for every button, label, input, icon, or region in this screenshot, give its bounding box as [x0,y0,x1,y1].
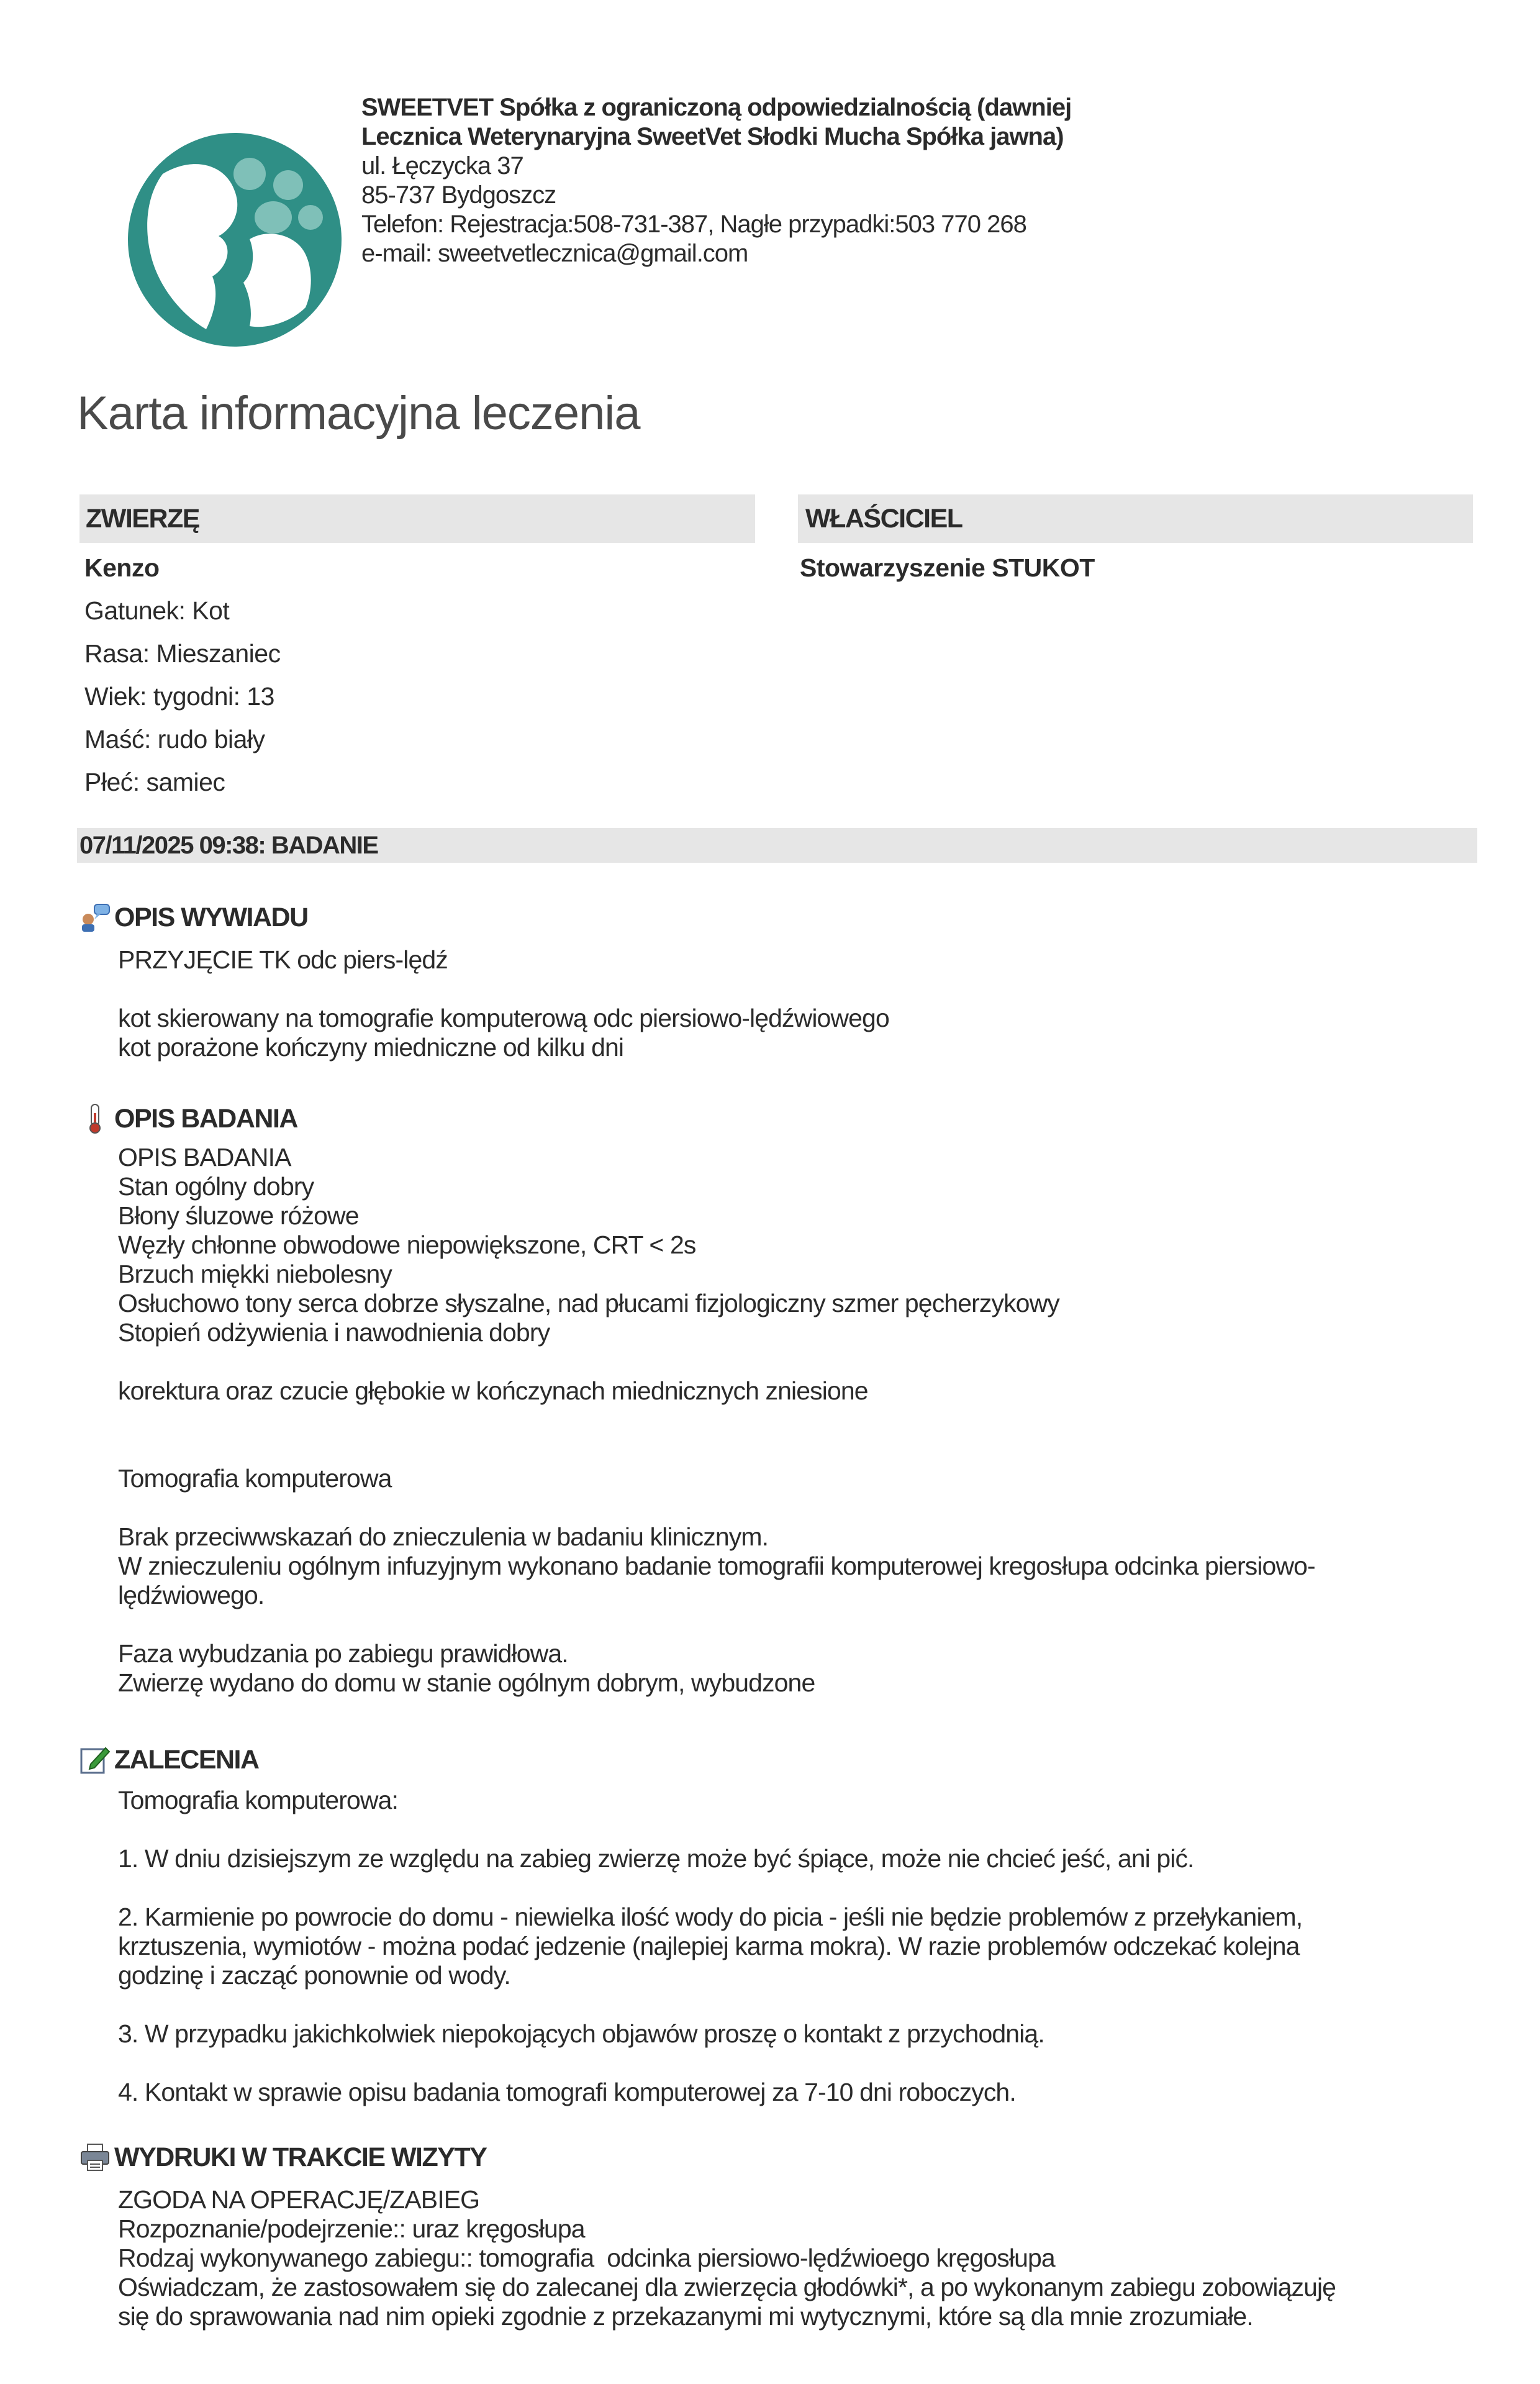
text-line: Zwierzę wydano do domu w stanie ogólnym dobrym, wybudzone [118,1668,815,1697]
blank-line [118,1493,1315,1522]
logo-paw-pad [255,201,292,234]
owner-name: Stowarzyszenie STUKOT [800,553,1095,582]
interview-title: OPIS WYWIADU [114,902,308,932]
clinic-city: 85-737 Bydgoszcz [361,181,556,209]
text-line: Tomografia komputerowa [118,1464,392,1493]
text-line: Rodzaj wykonywanego zabiegu:: tomografia odcinka piersiowo-lędźwioego kręgosłupa [118,2244,1055,2272]
text-line: Faza wybudzania po zabiegu prawidłowa. [118,1639,568,1668]
animal-age: Wiek: tygodni: 13 [84,682,274,711]
blank-line [118,1406,1315,1435]
text-line: Brak przeciwwskazań do znieczulenia w badaniu klinicznym. [118,1522,769,1551]
text-line: PRZYJĘCIE TK odc piers-lędź [118,945,448,974]
text-line: Węzły chłonne obwodowe niepowiększone, CRT < 2s [118,1231,696,1259]
text-line: Tomografia komputerowa: [118,1786,399,1814]
text-line: 4. Kontakt w sprawie opisu badania tomografi komputerowej za 7-10 dni roboczych. [118,2078,1016,2106]
text-line: kot skierowany na tomografie komputerową odc piersiowo-lędźwiowego [118,1004,889,1032]
examination-text [118,1143,1315,1698]
recommendations-title: ZALECENIA [114,1744,259,1775]
animal-sex: Płeć: samiec [84,768,225,796]
logo-paw-toe [233,158,266,190]
printer-icon [79,2142,111,2173]
animal-color: Maść: rudo biały [84,725,265,753]
text-line: się do sprawowania nad nim opieki zgodnie z przekazanymi mi wytycznymi, które są dla mnie zrozumiałe. [118,2302,1253,2331]
text-line: Brzuch miękki niebolesny [118,1260,392,1288]
printouts-title: WYDRUKI W TRAKCIE WIZYTY [114,2142,487,2172]
blank-line [118,1990,1302,2019]
printouts-text [118,2185,1336,2331]
text-line: 1. W dniu dzisiejszym ze względu na zabieg zwierzę może być śpiące, może nie chcieć jeść, ani pić. [118,1844,1194,1873]
clinic-phone: Telefon: Rejestracja:508-731-387, Nagłe przypadki:503 770 268 [361,211,1026,238]
recommendations-section-title [79,1744,259,1775]
clinic-logo [125,130,344,349]
blank-line [118,2049,1302,2078]
interview-text [118,945,889,1062]
visit-header: 07/11/2025 09:38: BADANIE [77,828,1477,863]
text-line: kot porażone kończyny miedniczne od kilku dni [118,1033,624,1062]
thermometer-icon [79,1103,111,1134]
animal-info [84,547,281,804]
clinic-info [361,93,1071,268]
text-line: krztuszenia, wymiotów - można podać jedzenie (najlepiej karma mokra). W razie problemów odczekać kolejna [118,1932,1300,1960]
text-line: OPIS BADANIA [118,1143,291,1172]
blank-line [118,1347,1315,1376]
logo-paw-toe [273,170,303,200]
printouts-section-title [79,2142,486,2173]
text-line: Błony śluzowe różowe [118,1201,359,1230]
examination-title: OPIS BADANIA [114,1103,297,1134]
text-line: godzinę i zacząć ponownie od wody. [118,1961,510,1990]
text-line: ZGODA NA OPERACJĘ/ZABIEG [118,2185,480,2214]
blank-line [118,1435,1315,1464]
blank-line [118,975,889,1004]
text-line: 2. Karmienie po powrocie do domu - niewielka ilość wody do picia - jeśli nie będzie problemów z przełykaniem, [118,1903,1303,1931]
animal-name: Kenzo [84,553,160,582]
clinic-email: e-mail: sweetvetlecznica@gmail.com [361,240,748,267]
interview-icon [79,902,111,933]
document-title: Karta informacyjna leczenia [77,387,640,440]
animal-breed: Rasa: Mieszaniec [84,639,281,668]
examination-section-title [79,1103,297,1134]
animal-section-header: ZWIERZĘ [79,494,755,543]
owner-section-header: WŁAŚCICIEL [798,494,1473,543]
logo-paw-toe [298,205,323,230]
interview-section-title [79,902,308,933]
clinic-address: ul. Łęczycka 37 [361,152,523,180]
blank-line [118,1815,1302,1844]
animal-species: Gatunek: Kot [84,596,230,625]
text-line: Stan ogólny dobry [118,1172,314,1201]
text-line: Osłuchowo tony serca dobrze słyszalne, nad płucami fizjologiczny szmer pęcherzykowy [118,1289,1059,1317]
clinic-name-line2: Lecznica Weterynaryjna SweetVet Słodki Mucha Spółka jawna) [361,123,1064,150]
text-line: lędźwiowego. [118,1581,265,1609]
text-line: W znieczuleniu ogólnym infuzyjnym wykonano badanie tomografii komputerowej kregosłupa odcinka piersiowo- [118,1552,1315,1580]
edit-icon [79,1744,111,1775]
text-line: Rozpoznanie/podejrzenie:: uraz kręgosłupa [118,2214,585,2243]
text-line: 3. W przypadku jakichkolwiek niepokojących objawów proszę o kontakt z przychodnią. [118,2019,1044,2048]
blank-line [118,1873,1302,1903]
text-line: Oświadczam, że zastosowałem się do zalecanej dla zwierzęcia głodówki*, a po wykonanym zabiegu zobowiązuję [118,2273,1336,2301]
blank-line [118,1610,1315,1639]
recommendations-text [118,1786,1302,2107]
text-line: korektura oraz czucie głębokie w kończynach miednicznych zniesione [118,1376,868,1405]
clinic-name-line1: SWEETVET Spółka z ograniczoną odpowiedzialnością (dawniej [361,94,1072,121]
text-line: Stopień odżywienia i nawodnienia dobry [118,1318,550,1347]
